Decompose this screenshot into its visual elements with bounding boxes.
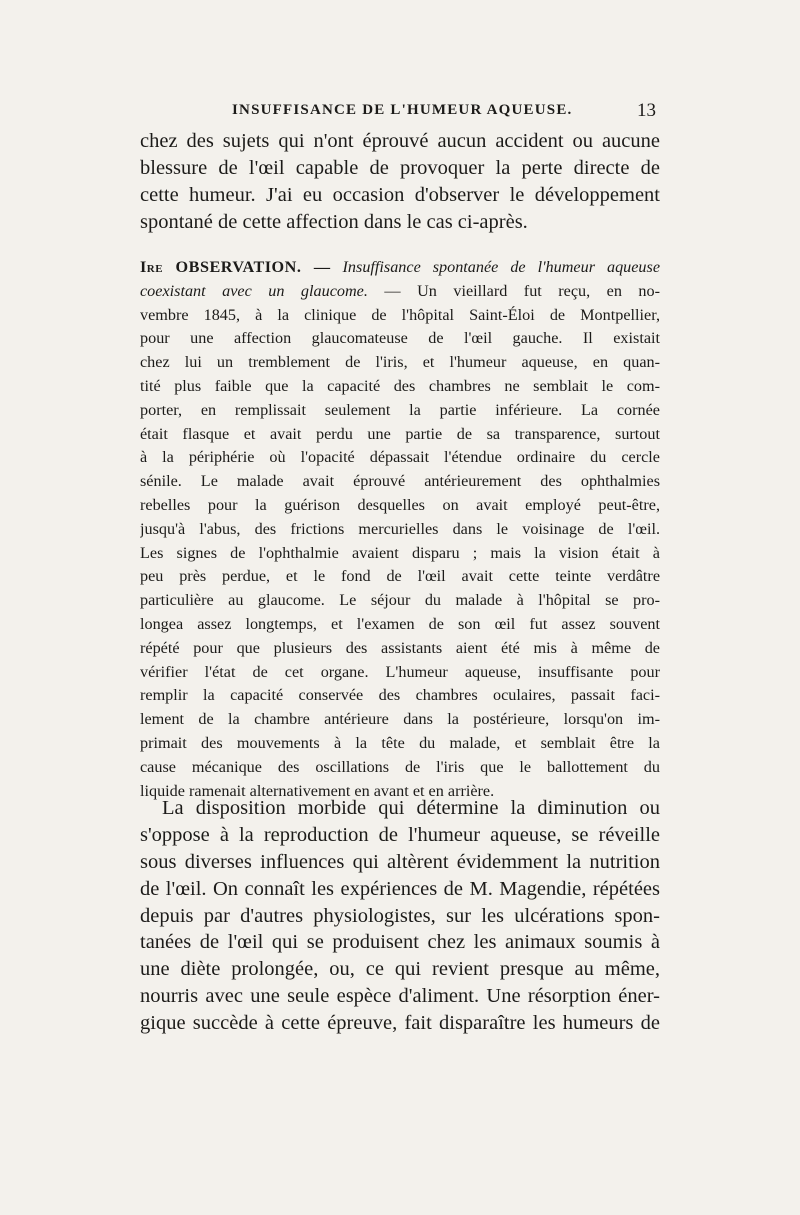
observation-title-cont: coexistant avec un glaucome.	[140, 281, 368, 300]
running-title: INSUFFISANCE DE L'HUMEUR AQUEUSE.	[232, 102, 573, 118]
text-line: particulière au glaucome. Le séjour du malade à l'hôpital se pro-	[140, 591, 660, 610]
observation-paragraph	[140, 256, 660, 803]
text-line: était flasque et avait perdu une partie de sa transparence, surtout	[140, 424, 660, 443]
text-line: Les signes de l'ophthalmie avaient disparu ; mais la vision était à	[140, 543, 660, 562]
text-line: s'oppose à la reproduction de l'humeur aqueuse, se réveille	[140, 823, 660, 846]
text-line: cause mécanique des oscillations de l'iris que le ballottement du	[140, 757, 660, 776]
text-line: La disposition morbide qui détermine la diminution ou	[162, 797, 660, 819]
text-line: porter, en remplissait seulement la partie inférieure. La cornée	[140, 400, 660, 419]
text-line: vembre 1845, à la clinique de l'hôpital Saint-Éloi de Montpellier,	[140, 305, 660, 324]
text-line: primait des mouvements à la tête du malade, et semblait être la	[140, 733, 660, 752]
text-line: cette humeur. J'ai eu occasion d'observer le développement	[140, 183, 660, 206]
observation-label: Ire OBSERVATION. —	[140, 258, 331, 276]
text-line: rebelles pour la guérison desquelles on avait employé peut-être,	[140, 495, 660, 514]
main-paragraph	[140, 795, 660, 1037]
text-line: gique succède à cette épreuve, fait disparaître les humeurs de	[140, 1012, 660, 1035]
text-line: longea assez longtemps, et l'examen de son œil fut assez souvent	[140, 614, 660, 633]
text-line: sous diverses influences qui altèrent évidemment la nutrition	[140, 850, 660, 873]
text-line: une diète prolongée, ou, ce qui revient presque au même,	[140, 958, 660, 981]
text-line: répété pour que plusieurs des assistants aient été mis à même de	[140, 638, 660, 657]
text-line: de l'œil. On connaît les expériences de M. Magendie, répétées	[140, 877, 660, 900]
page-number: 13	[637, 100, 656, 121]
text-line: spontané de cette affection dans le cas ci-après.	[140, 210, 528, 233]
text-line: à la périphérie où l'opacité dépassait l'étendue ordinaire du cercle	[140, 448, 660, 467]
text-line: tanées de l'œil qui se produisent chez les animaux soumis à	[140, 931, 660, 954]
observation-heading-line	[140, 256, 660, 280]
text-line: tité plus faible que la capacité des chambres ne semblait le com-	[140, 376, 660, 395]
running-header	[140, 100, 660, 126]
observation-heading-line-2	[140, 280, 660, 304]
text-line: sénile. Le malade avait éprouvé antérieurement des ophthalmies	[140, 472, 660, 491]
text-line: nourris avec une seule espèce d'aliment. Une résorption éner-	[140, 985, 660, 1008]
observation-first-line-rest: — Un vieillard fut reçu, en no-	[384, 281, 660, 300]
text-line: lement de la chambre antérieure dans la postérieure, lorsqu'on im-	[140, 710, 660, 729]
intro-paragraph	[140, 128, 660, 236]
text-line: peu près perdue, et le fond de l'œil avait cette teinte verdâtre	[140, 567, 660, 586]
text-line: depuis par d'autres physiologistes, sur les ulcérations spon-	[140, 904, 660, 927]
text-line: chez des sujets qui n'ont éprouvé aucun accident ou aucune	[140, 130, 660, 152]
text-line: jusqu'à l'abus, des frictions mercurielles dans le voisinage de l'œil.	[140, 519, 660, 538]
text-line: chez lui un tremblement de l'iris, et l'humeur aqueuse, en quan-	[140, 353, 660, 372]
text-line: liquide ramenait alternativement en avant et en arrière.	[140, 781, 495, 800]
text-line: blessure de l'œil capable de provoquer la perte directe de	[140, 156, 660, 179]
text-line: pour une affection glaucomateuse de l'œil gauche. Il existait	[140, 329, 660, 348]
text-line: vérifier l'état de cet organe. L'humeur aqueuse, insuffisante pour	[140, 662, 660, 681]
text-line: remplir la capacité conservée des chambres oculaires, passait faci-	[140, 686, 660, 705]
observation-title: Insuffisance spontanée de l'humeur aqueuse	[342, 258, 660, 276]
